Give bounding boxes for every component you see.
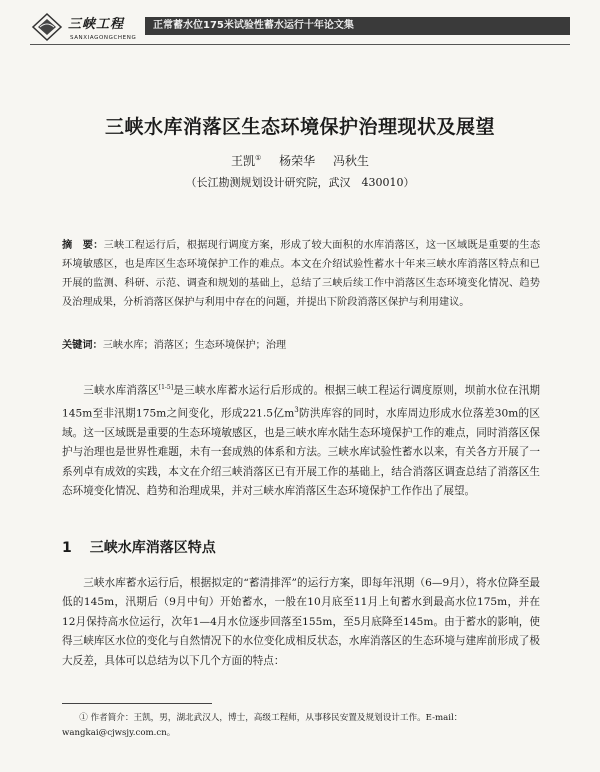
header-divider — [30, 44, 570, 45]
section-paragraph: 三峡水库蓄水运行后，根据拟定的“蓄清排浑”的运行方案，即每年汛期（6—9月），将水位降至最低的145m，汛期后（9月中旬）开始蓄水，一般在10月底至11月上旬蓄水到最高水位175m，并在12月保持高水位运行，次年1—4月水位逐步回落至155m，至5月底降至145m。由于蓄水的影响，使得三峡库区水位的变化与自然情况下的水位变化成相反状态，水库消落区的生态环境与建库前形成了极大反差，具体可以总结为以下几个方面的特点： — [62, 577, 540, 667]
author-name: 王凯 — [231, 154, 256, 168]
section-heading — [62, 537, 216, 557]
author-footnote-mark: ① — [255, 154, 262, 162]
intro-text-b: 是三峡水库蓄水运行后形成的。根据三峡工程运行调度原则，坝前水位在汛期145m至非汛期175m之间变化，形成221.5亿m — [62, 384, 541, 420]
section-number: 1 — [62, 540, 72, 556]
intro-paragraph — [62, 378, 540, 502]
unit-superscript: 3 — [294, 405, 299, 414]
section-title: 三峡水库消落区特点 — [89, 540, 216, 556]
journal-logo-title: 三峡工程 — [68, 17, 125, 32]
author-name: 冯秋生 — [332, 154, 369, 168]
footnote-divider — [62, 703, 212, 704]
abstract-label: 摘 要： — [62, 240, 104, 251]
journal-logo-icon — [30, 12, 64, 42]
abstract-text: 三峡工程运行后，根据现行调度方案，形成了较大面积的水库消落区，这一区域既是重要的生态环境敏感区，也是库区生态环境保护工作的难点。本文在介绍试验性蓄水十年来三峡水库消落区特点和已开展的监测、科研、示范、调查和规划的基础上，总结了三峡后续工作中消落区生态环境变化情况、趋势及治理成果，分析消落区保护与利用中存在的问题，并提出下阶段消落区保护与利用建议。 — [62, 240, 541, 308]
keywords — [62, 336, 540, 355]
author-name: 杨荣华 — [279, 154, 316, 168]
journal-logo-subtitle: SANXIAGONGCHENG — [70, 35, 137, 41]
citation-ref: [1-5] — [158, 384, 174, 391]
intro-text-c: 防洪库容的同时，水库周边形成水位落差30m的区域。这一区域既是重要的生态环境敏感区，也是三峡水库水陆生态环境保护工作的难点，同时消落区保护与治理也是世界性难题，未有一套成熟的体系和方法。三峡水库试验性蓄水以来，有关各方开展了一系列卓有成效的实践，本文在介绍三峡消落区已有开展工作的基础上，结合消落区调查总结了消落区生态环境变化情况、趋势和治理成果，并对三峡水库消落区生态环境保护工作作出了展望。 — [62, 407, 540, 498]
article-title: 三峡水库消落区生态环境保护治理现状及展望 — [104, 116, 495, 138]
author-list — [0, 152, 600, 169]
affiliation: （长江勘测规划设计研究院，武汉 430010） — [185, 176, 415, 189]
intro-text-a: 三峡水库消落区 — [83, 384, 159, 397]
series-title: 正常蓄水位175米试验性蓄水运行十年论文集 — [145, 17, 570, 35]
keywords-text: 三峡水库；消落区；生态环境保护；治理 — [102, 340, 287, 351]
keywords-label: 关键词： — [62, 340, 103, 351]
running-header — [30, 12, 570, 48]
footnote: ① 作者简介：王凯，男，湖北武汉人，博士，高级工程师，从事移民安置及规划设计工作。E-mail：wangkai@cjwsjy.com.cn。 — [62, 713, 463, 738]
abstract — [62, 236, 540, 312]
